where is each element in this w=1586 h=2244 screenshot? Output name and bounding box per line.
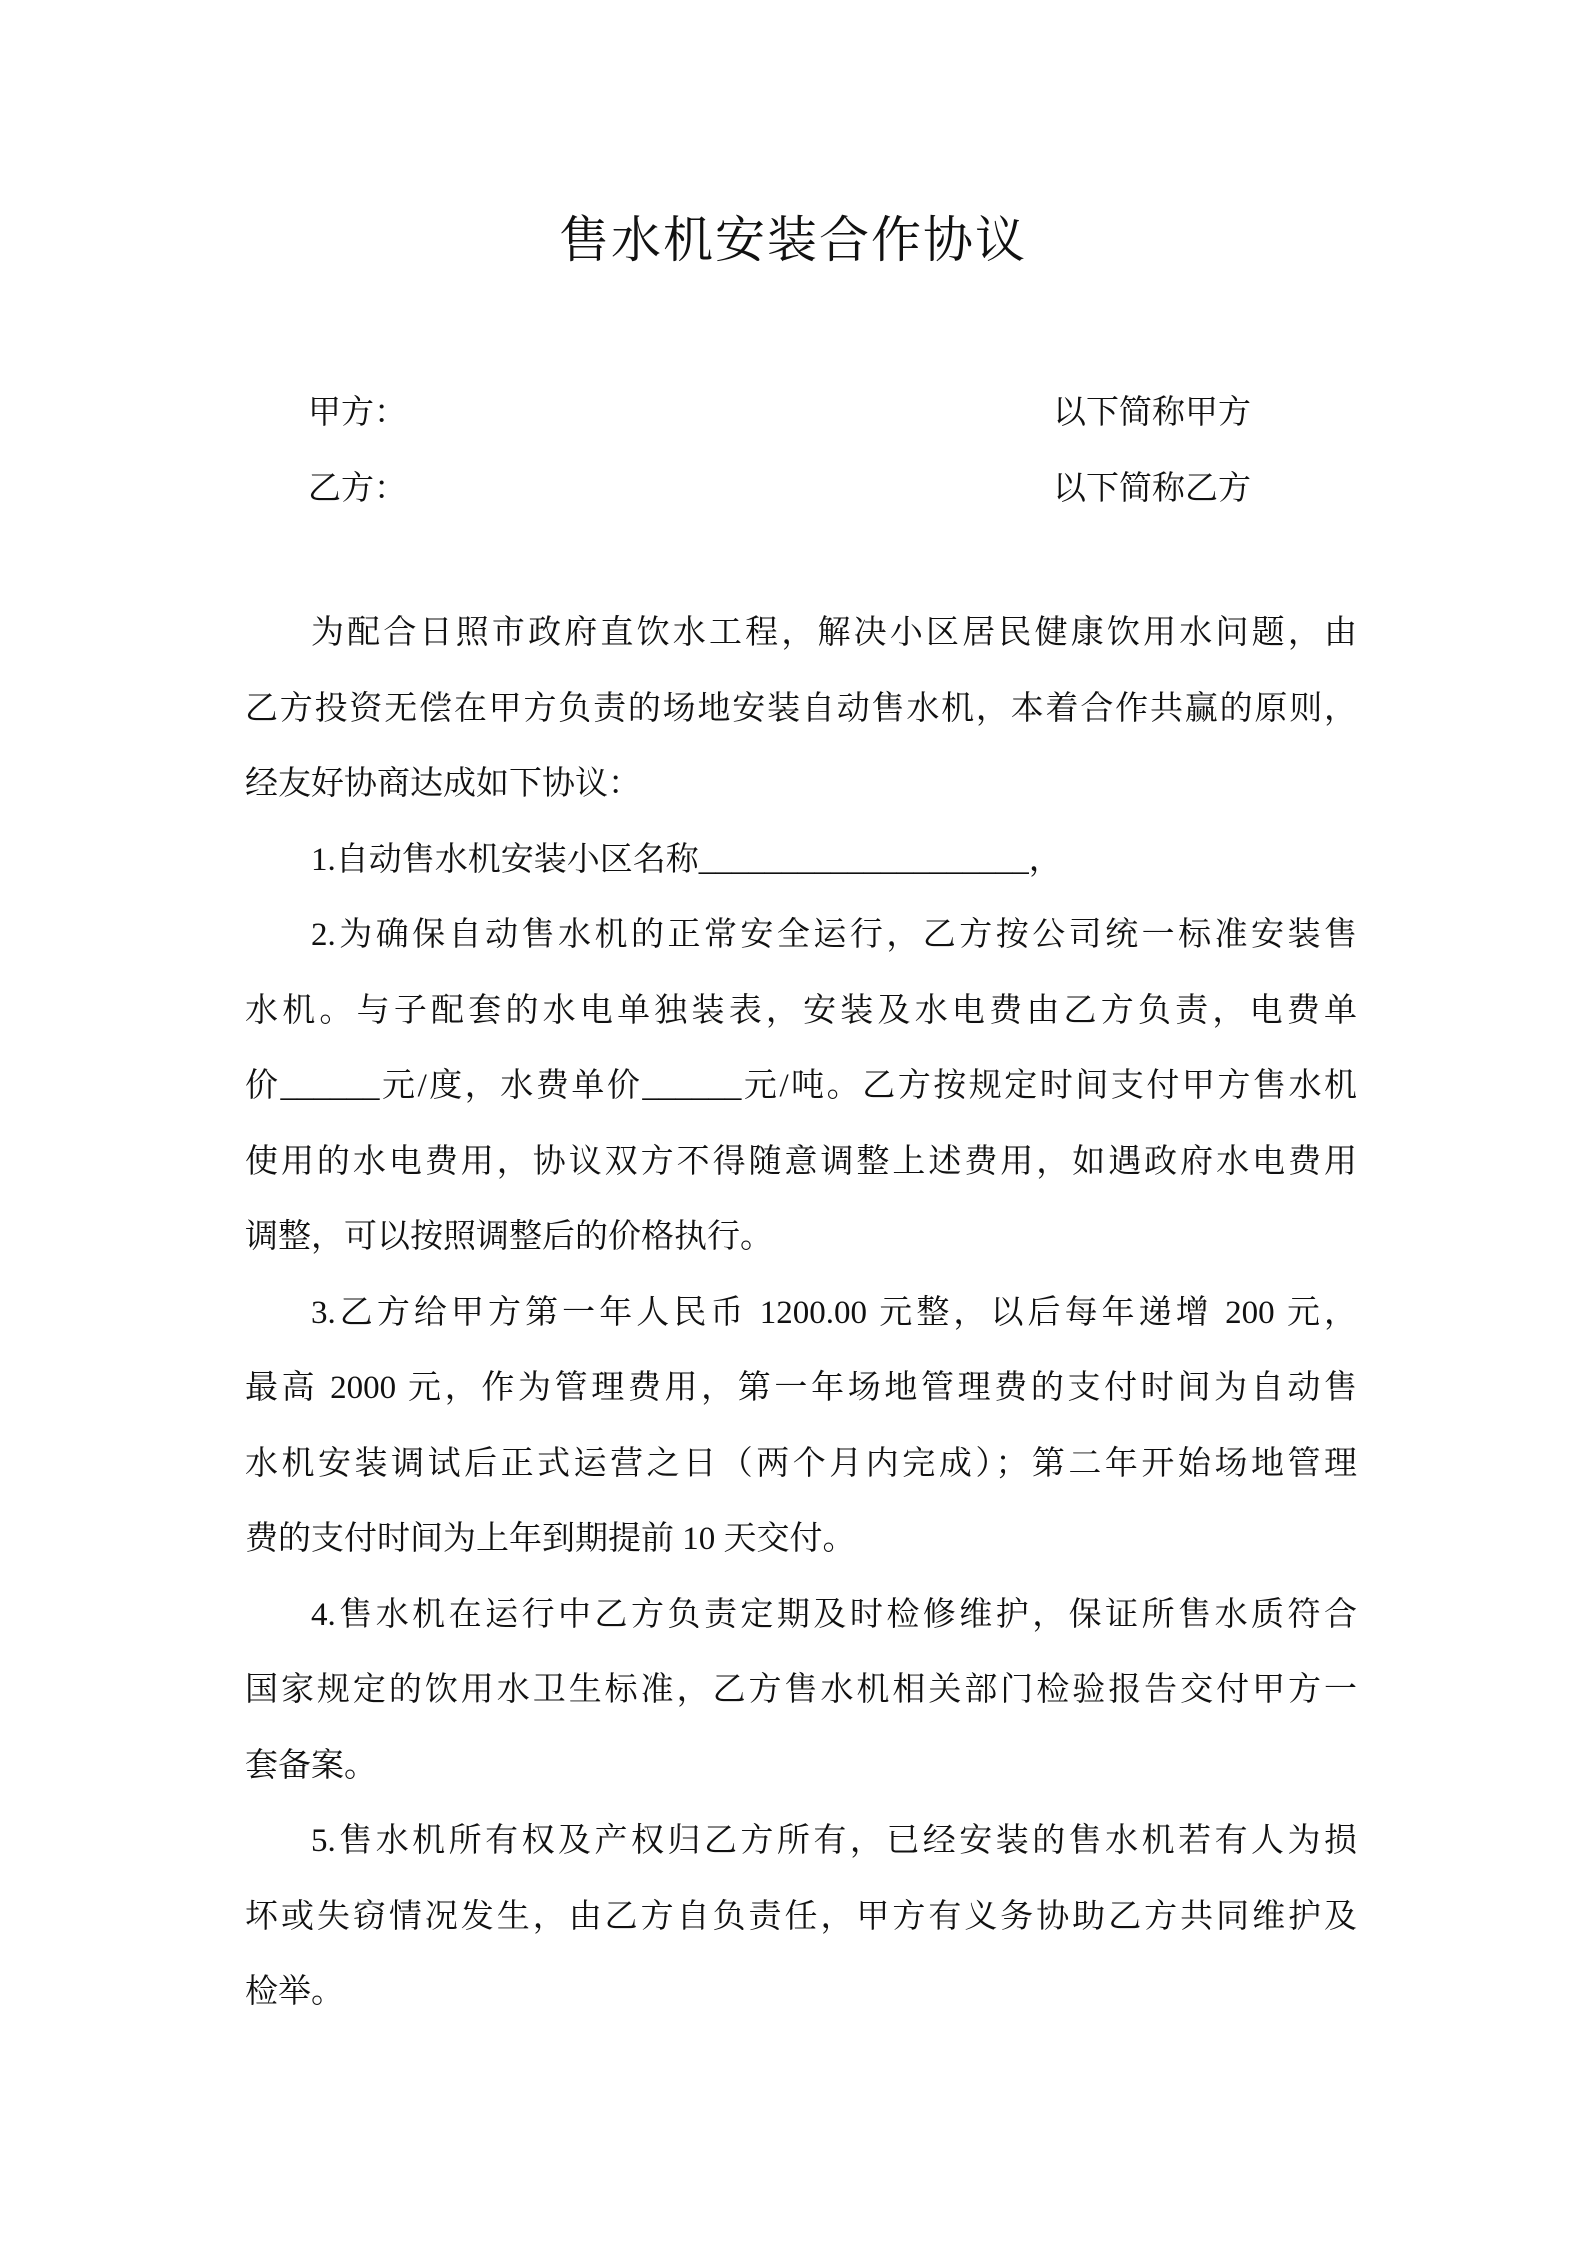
text-line: 3.乙方给甲方第一年人民币 1200.00 元整，以后每年递增 200 元，	[311, 1294, 1357, 1331]
text-line: 价______元/度，水费单价______元/吨。乙方按规定时间支付甲方售水机	[245, 1068, 1357, 1104]
party-b-alias: 以下简称乙方	[1053, 471, 1251, 507]
party-a-label: 甲方：	[308, 395, 407, 431]
text-line: 1.自动售水机安装小区名称____________________，	[311, 841, 1062, 878]
agreement-body	[245, 596, 1357, 2031]
party-b-label: 乙方：	[308, 471, 407, 507]
text-line: 水机安装调试后正式运营之日（两个月内完成）；第二年开始场地管理	[245, 1445, 1357, 1482]
text-line: 4.售水机在运行中乙方负责定期及时检修维护，保证所售水质符合	[311, 1596, 1357, 1633]
text-line: 2.为确保自动售水机的正常安全运行，乙方按公司统一标准安装售	[311, 917, 1357, 953]
text-line: 国家规定的饮用水卫生标准，乙方售水机相关部门检验报告交付甲方一	[245, 1672, 1357, 1708]
text-line: 使用的水电费用，协议双方不得随意调整上述费用，如遇政府水电费用	[245, 1143, 1357, 1180]
text-line: 乙方投资无偿在甲方负责的场地安装自动售水机，本着合作共赢的原则，	[245, 690, 1357, 727]
text-line: 经友好协商达成如下协议：	[245, 766, 641, 802]
text-line: 水机。与子配套的水电单独装表，安装及水电费由乙方负责，电费单	[245, 992, 1357, 1029]
text-line: 检举。	[245, 1974, 344, 2010]
text-line: 5.售水机所有权及产权归乙方所有，已经安装的售水机若有人为损	[311, 1823, 1357, 1859]
text-line: 为配合日照市政府直饮水工程，解决小区居民健康饮用水问题，由	[311, 615, 1357, 651]
clause-5	[245, 1804, 1357, 2031]
clause-4	[245, 1578, 1357, 1805]
clause-1	[245, 823, 1357, 899]
text-line: 坏或失窃情况发生，由乙方自负责任，甲方有义务协助乙方共同维护及	[245, 1898, 1357, 1935]
clause-3	[245, 1276, 1357, 1578]
document-title: 售水机安装合作协议	[559, 212, 1027, 268]
preamble-paragraph	[245, 596, 1357, 823]
clause-2	[245, 898, 1357, 1276]
text-line: 费的支付时间为上年到期提前 10 天交付。	[245, 1521, 856, 1557]
text-line: 最高 2000 元，作为管理费用，第一年场地管理费的支付时间为自动售	[245, 1370, 1357, 1406]
party-a-alias: 以下简称甲方	[1053, 395, 1251, 431]
text-line: 套备案。	[245, 1747, 377, 1784]
text-line: 调整，可以按照调整后的价格执行。	[245, 1219, 773, 1255]
